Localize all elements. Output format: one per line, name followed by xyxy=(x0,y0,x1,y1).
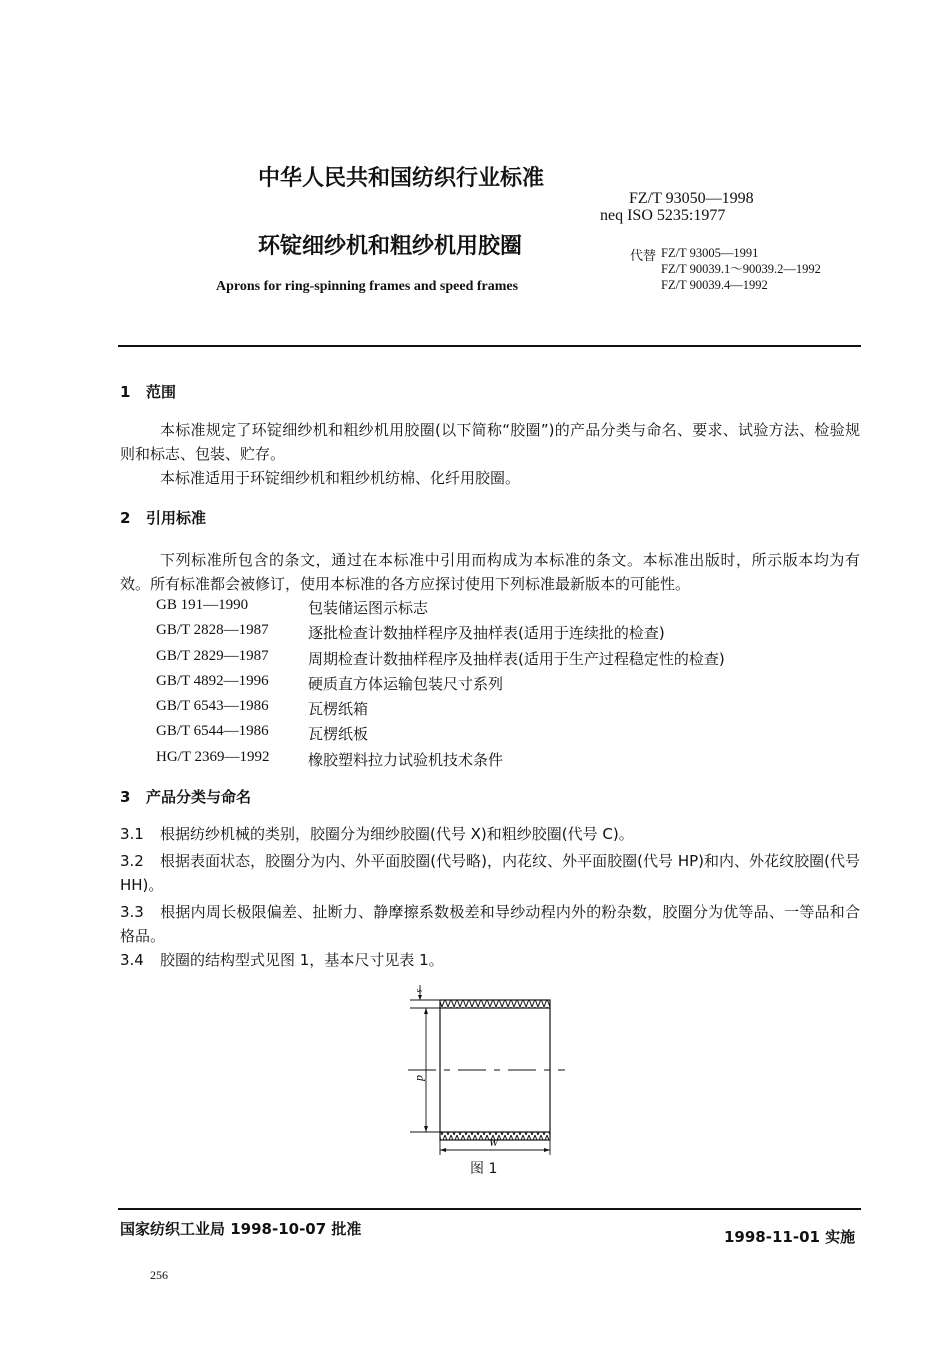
clause-text: 根据表面状态，胶圈分为内、外平面胶圈(代号略)，内花纹、外平面胶圈(代号 HP)和内、外花纹胶圈(代号 HH)。 xyxy=(120,852,860,894)
section-number: 2 xyxy=(120,509,131,527)
clause-text: 根据内周长极限偏差、扯断力、静摩擦系数极差和导纱动程内外的粉杂数，胶圈分为优等品、一等品和合格品。 xyxy=(120,903,860,945)
clause-text: 胶圈的结构型式见图 1，基本尺寸见表 1。 xyxy=(160,951,444,969)
document-title-cn: 环锭细纱机和粗纱机用胶圈 xyxy=(258,234,523,259)
s-label: s xyxy=(415,989,425,993)
header-rule xyxy=(118,345,861,347)
clause-3-1 xyxy=(120,822,860,846)
replaced-standard: FZ/T 90039.1～90039.2—1992 xyxy=(661,262,821,276)
effective-date: 1998-11-01 实施 xyxy=(724,1228,856,1246)
d-label: d xyxy=(414,1075,428,1081)
arrowhead xyxy=(440,1148,446,1152)
section-3-heading xyxy=(120,786,251,807)
approval-statement: 国家纺织工业局 1998-10-07 批准 xyxy=(120,1220,362,1238)
section-number: 3 xyxy=(120,788,131,806)
clause-3-2 xyxy=(120,849,860,897)
ref-title: 硬质直方体运输包装尺寸系列 xyxy=(308,675,504,693)
section-1-heading xyxy=(120,381,176,402)
apron-figure xyxy=(400,975,600,1160)
standard-number: FZ/T 93050—1998 xyxy=(629,190,754,207)
arrowhead xyxy=(418,995,422,1000)
neq-reference: neq ISO 5235:1977 xyxy=(600,207,726,224)
ref-code: GB/T 4892—1996 xyxy=(156,673,269,689)
ref-title: 包装储运图示标志 xyxy=(308,599,429,617)
clause-3-4 xyxy=(120,948,860,972)
footer-rule xyxy=(118,1208,861,1210)
section-title: 产品分类与命名 xyxy=(146,788,252,806)
ref-title: 瓦楞纸箱 xyxy=(308,700,369,718)
ref-code: GB/T 6544—1986 xyxy=(156,723,269,739)
ref-code: GB 191—1990 xyxy=(156,597,249,613)
section-number: 1 xyxy=(120,383,131,401)
replaced-standard: FZ/T 90039.4—1992 xyxy=(661,278,768,292)
clause-3-3 xyxy=(120,900,860,948)
ref-code: HG/T 2369—1992 xyxy=(156,749,270,765)
document-title-en: Aprons for ring-spinning frames and speed frames xyxy=(216,279,519,294)
section-2-intro: 下列标准所包含的条文，通过在本标准中引用而构成为本标准的条文。本标准出版时，所示版本均为有效。所有标准都会被修订，使用本标准的各方应探讨使用下列标准最新版本的可能性。 xyxy=(120,551,860,593)
ref-code: GB/T 6543—1986 xyxy=(156,698,269,714)
section-1-paragraph-2: 本标准适用于环锭细纱机和粗纱机纺棉、化纤用胶圈。 xyxy=(160,469,521,487)
arrowhead xyxy=(424,1008,428,1014)
ref-code: GB/T 2828—1987 xyxy=(156,622,269,638)
ref-title: 瓦楞纸板 xyxy=(308,725,369,743)
clause-text: 根据纺纱机械的类别，胶圈分为细纱胶圈(代号 X)和粗纱胶圈(代号 C)。 xyxy=(160,825,634,843)
arrowhead xyxy=(424,1126,428,1132)
ref-title: 周期检查计数抽样程序及抽样表(适用于生产过程稳定性的检查) xyxy=(308,650,725,668)
issuing-organization: 中华人民共和国纺织行业标准 xyxy=(258,166,545,191)
section-2-heading xyxy=(120,507,206,528)
figure-caption: 图 1 xyxy=(470,1161,498,1177)
clause-number: 3.4 xyxy=(120,951,144,969)
replaces-label: 代替 xyxy=(630,249,657,264)
w-label: W xyxy=(489,1137,499,1149)
replaced-standards xyxy=(661,245,821,293)
page-number: 256 xyxy=(150,1268,168,1282)
ref-code: GB/T 2829—1987 xyxy=(156,648,269,664)
clause-number: 3.3 xyxy=(120,903,144,921)
arrowhead xyxy=(544,1148,550,1152)
section-title: 引用标准 xyxy=(146,509,207,527)
section-title: 范围 xyxy=(146,383,177,401)
clause-number: 3.2 xyxy=(120,852,144,870)
ref-title: 逐批检查计数抽样程序及抽样表(适用于连续批的检查) xyxy=(308,624,665,642)
clause-number: 3.1 xyxy=(120,825,144,843)
section-1-paragraph-1: 本标准规定了环锭细纱机和粗纱机用胶圈(以下简称“胶圈”)的产品分类与命名、要求、试验方法、检验规则和标志、包装、贮存。 xyxy=(120,421,860,463)
ref-title: 橡胶塑料拉力试验机技术条件 xyxy=(308,751,504,769)
replaced-standard: FZ/T 93005—1991 xyxy=(661,246,759,260)
apron-top-wall xyxy=(440,1000,550,1008)
